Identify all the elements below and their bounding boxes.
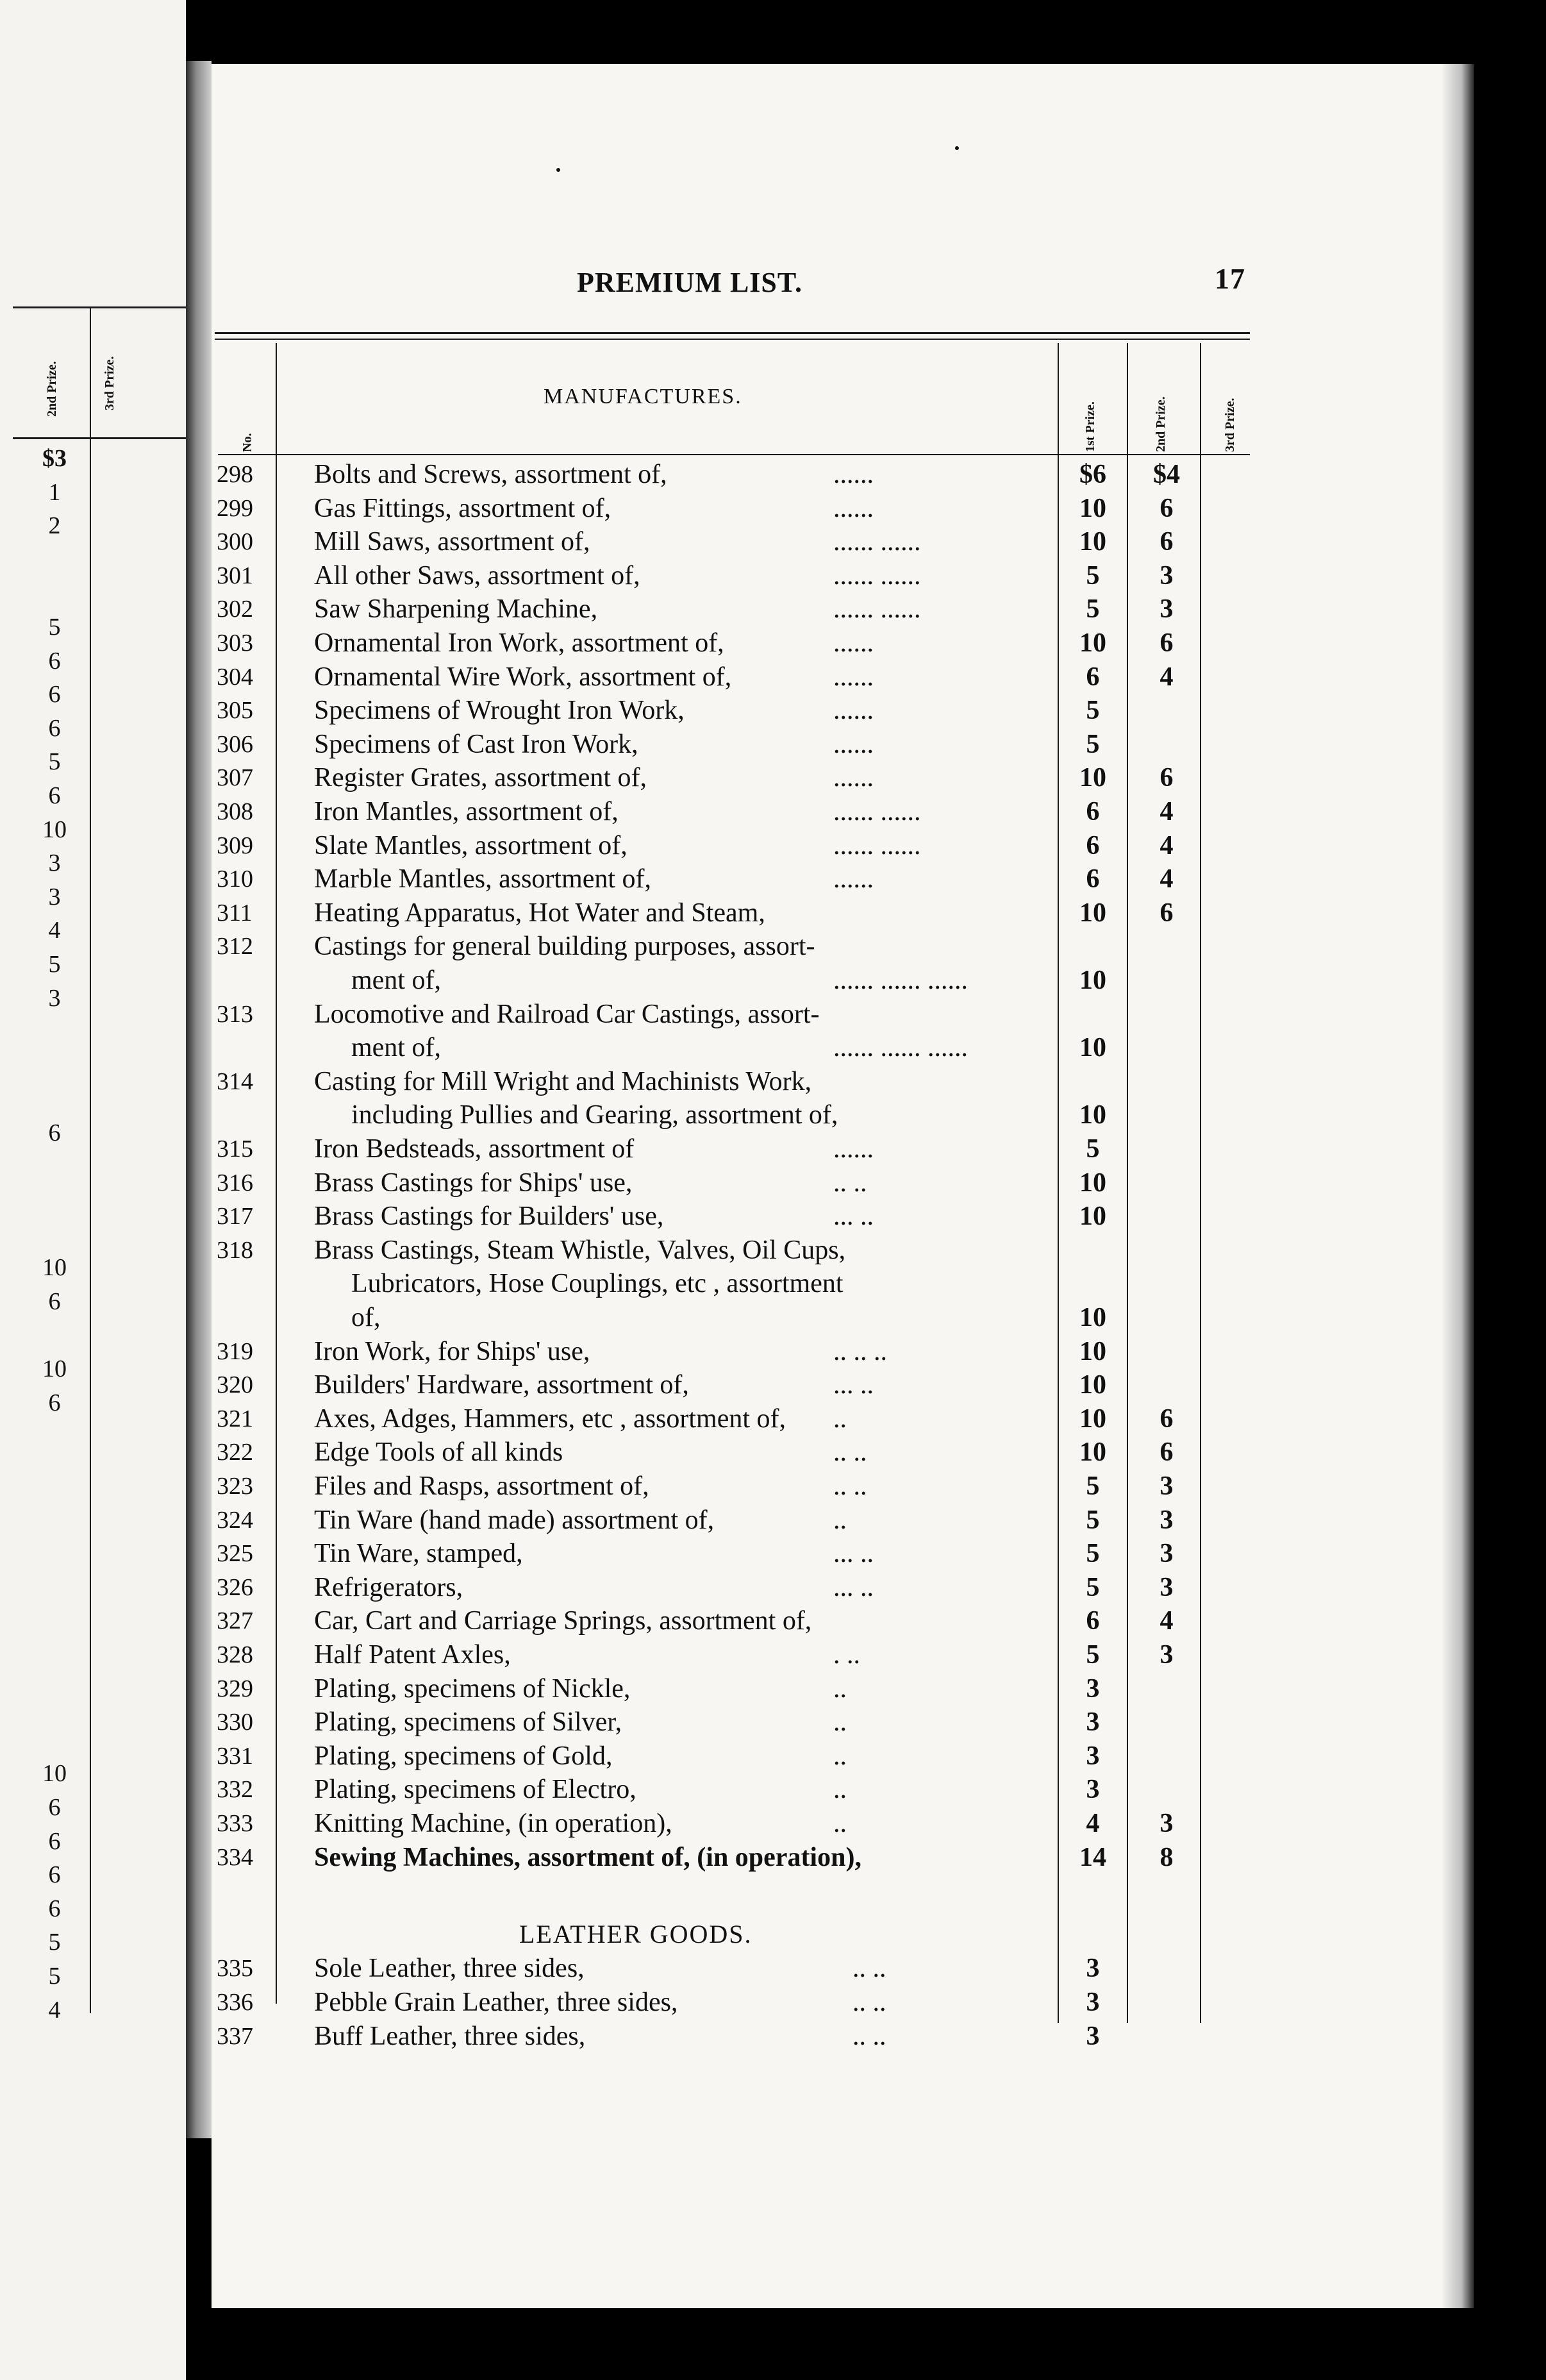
entry-description: Locomotive and Railroad Car Castings, assort- (314, 1000, 820, 1029)
entry-leader-dots: ...... ...... (833, 797, 921, 826)
entry-number: 306 (217, 731, 253, 758)
entry-description: Plating, specimens of Nickle, (314, 1674, 631, 1704)
entry-leader-dots: ...... (833, 763, 874, 792)
left-second-prize-value: 6 (48, 648, 61, 675)
entry-number: 318 (217, 1237, 253, 1264)
table-top-rule-2 (215, 339, 1250, 340)
first-prize-value: 10 (1079, 1337, 1106, 1366)
entry-number: 328 (217, 1641, 253, 1668)
entry-description: Brass Castings, Steam Whistle, Valves, Oil Cups, (314, 1236, 846, 1265)
second-prize-value: 4 (1160, 797, 1174, 826)
entry-leader-dots: ...... ...... ...... (833, 1033, 968, 1062)
entry-leader-dots: ...... (833, 730, 874, 759)
entry-leader-dots: .. (833, 1707, 847, 1737)
table-top-rule (215, 332, 1250, 334)
no-column-label: No. (240, 433, 254, 452)
entry-description: Plating, specimens of Electro, (314, 1775, 636, 1804)
second-prize-label: 2nd Prize. (1154, 396, 1168, 452)
left-second-prize-value: 3 (48, 850, 61, 876)
left-second-prize-value: 5 (48, 614, 61, 641)
entry-number: 324 (217, 1507, 253, 1534)
left-second-prize-value: 10 (42, 816, 67, 843)
entry-leader-dots: ...... ...... (833, 561, 921, 591)
left-second-prize-value: 10 (42, 1760, 67, 1787)
entry-number: 334 (217, 1844, 253, 1871)
first-prize-value: 5 (1086, 561, 1100, 591)
ink-speck (955, 146, 959, 150)
entry-description: Edge Tools of all kinds (314, 1437, 563, 1467)
second-prize-value: 3 (1160, 1573, 1174, 1602)
entry-leader-dots: ... .. (833, 1539, 874, 1568)
first-prize-value: 3 (1086, 1707, 1100, 1737)
left-second-prize-value: 3 (48, 884, 61, 910)
entry-leader-dots: .. (833, 1741, 847, 1771)
entry-description: All other Saws, assortment of, (314, 561, 640, 591)
entry-number: 315 (217, 1136, 253, 1162)
left-second-prize-value: 1 (48, 479, 61, 506)
entry-number: 299 (217, 495, 253, 522)
first-prize-value: 6 (1086, 864, 1100, 894)
entry-description: Specimens of Wrought Iron Work, (314, 696, 685, 725)
left-second-prize-value: 6 (48, 1861, 61, 1888)
left-second-prize-value: 6 (48, 782, 61, 809)
entry-description: Plating, specimens of Gold, (314, 1741, 613, 1771)
entry-leader-dots: ...... (833, 864, 874, 894)
second-prize-value: 3 (1160, 561, 1174, 591)
first-prize-value: 5 (1086, 1471, 1100, 1501)
entry-leader-dots: .. .. (833, 1471, 867, 1501)
entry-leader-dots: ...... (833, 696, 874, 725)
first-prize-value: 3 (1086, 1775, 1100, 1804)
first-prize-value: 4 (1086, 1809, 1100, 1838)
entry-description: including Pullies and Gearing, assortment of, (351, 1100, 838, 1130)
entry-description: Tin Ware, stamped, (314, 1539, 523, 1568)
entry-description: Sewing Machines, assortment of, (in operation), (314, 1843, 861, 1872)
first-prize-value: 10 (1079, 494, 1106, 523)
second-prize-value: 8 (1160, 1843, 1174, 1872)
section-title-leather: LEATHER GOODS. (519, 1920, 752, 1948)
second-prize-value: 4 (1160, 662, 1174, 692)
first-prize-column-rule (1058, 343, 1059, 2023)
entry-leader-dots: .. (833, 1404, 847, 1434)
left-second-prize-value: 3 (48, 985, 61, 1012)
first-prize-value: 10 (1079, 1100, 1106, 1130)
left-second-prize-value: 6 (48, 1794, 61, 1821)
left-second-prize-value: 5 (48, 748, 61, 775)
entry-number: 316 (217, 1169, 253, 1196)
first-prize-value: 6 (1086, 831, 1100, 860)
second-prize-value: 6 (1160, 763, 1174, 792)
entry-description: Heating Apparatus, Hot Water and Steam, (314, 898, 765, 928)
entry-number: 320 (217, 1371, 253, 1398)
entry-leader-dots: ...... ...... (833, 527, 921, 557)
second-prize-value: 6 (1160, 1437, 1174, 1467)
entry-description: Ornamental Iron Work, assortment of, (314, 628, 724, 658)
entry-description: Iron Work, for Ships' use, (314, 1337, 590, 1366)
first-prize-value: 10 (1079, 898, 1106, 928)
entry-number: 323 (217, 1473, 253, 1500)
entry-number: 307 (217, 764, 253, 791)
left-third-prize-label: 3rd Prize. (103, 356, 117, 410)
entry-description: Pebble Grain Leather, three sides, (314, 1988, 678, 2017)
entry-number: 330 (217, 1709, 253, 1736)
left-second-prize-value: 5 (48, 1963, 61, 1990)
entry-number: 312 (217, 933, 253, 960)
left-second-prize-value: 6 (48, 1288, 61, 1315)
left-second-prize-label: 2nd Prize. (45, 361, 59, 417)
entry-number: 326 (217, 1574, 253, 1601)
entry-leader-dots: ...... ...... (833, 594, 921, 624)
entry-leader-dots: ...... ...... ...... (833, 966, 968, 995)
entry-number: 302 (217, 596, 253, 623)
second-prize-value: 6 (1160, 527, 1174, 557)
second-prize-value: 6 (1160, 628, 1174, 658)
entry-description: Specimens of Cast Iron Work, (314, 730, 638, 759)
entry-number: 329 (217, 1675, 253, 1702)
entry-description: Lubricators, Hose Couplings, etc , assortment (351, 1269, 844, 1298)
left-second-prize-value: 6 (48, 1828, 61, 1855)
first-prize-value: 5 (1086, 1539, 1100, 1568)
entry-number: 331 (217, 1743, 253, 1770)
entry-description: Marble Mantles, assortment of, (314, 864, 652, 894)
left-second-prize-value: 6 (48, 715, 61, 742)
entry-number: 337 (217, 2023, 253, 2050)
third-prize-label: 3rd Prize. (1223, 398, 1237, 452)
first-prize-value: 3 (1086, 1988, 1100, 2017)
entry-description: Register Grates, assortment of, (314, 763, 647, 792)
first-prize-value: 5 (1086, 1573, 1100, 1602)
second-prize-value: 6 (1160, 1404, 1174, 1434)
first-prize-value: 6 (1086, 662, 1100, 692)
entry-leader-dots: . .. (833, 1640, 860, 1670)
entry-description: Refrigerators, (314, 1573, 463, 1602)
left-second-prize-value: 5 (48, 951, 61, 978)
first-prize-value: 10 (1079, 1303, 1106, 1332)
first-prize-value: 5 (1086, 730, 1100, 759)
entry-description: Slate Mantles, assortment of, (314, 831, 628, 860)
entry-description: Ornamental Wire Work, assortment of, (314, 662, 732, 692)
left-second-prize-value: 4 (48, 917, 61, 944)
entry-number: 313 (217, 1001, 253, 1028)
left-second-prize-value: 6 (48, 681, 61, 708)
first-prize-value: 5 (1086, 594, 1100, 624)
left-second-prize-value: 6 (48, 1895, 61, 1922)
page-number: 17 (1215, 262, 1245, 295)
entry-description: Mill Saws, assortment of, (314, 527, 590, 557)
first-prize-value: 3 (1086, 1954, 1100, 1983)
entry-number: 333 (217, 1810, 253, 1837)
left-second-prize-value: 6 (48, 1119, 61, 1146)
entry-number: 317 (217, 1203, 253, 1230)
entry-number: 314 (217, 1068, 253, 1095)
entry-description: Plating, specimens of Silver, (314, 1707, 622, 1737)
second-prize-value: 6 (1160, 494, 1174, 523)
entry-leader-dots: ...... ...... (833, 831, 921, 860)
entry-leader-dots: .. .. (833, 1168, 867, 1198)
left-second-prize-value: 6 (48, 1389, 61, 1416)
entry-description: Iron Mantles, assortment of, (314, 797, 619, 826)
entry-number: 325 (217, 1540, 253, 1567)
second-prize-value: 4 (1160, 864, 1174, 894)
entry-leader-dots: ...... (833, 1134, 874, 1164)
ink-speck (556, 168, 560, 172)
entry-leader-dots: .. .. .. (833, 1337, 887, 1366)
entry-leader-dots: .. .. (852, 1954, 886, 1983)
second-prize-value: 3 (1160, 1809, 1174, 1838)
first-prize-value: 10 (1079, 1404, 1106, 1434)
first-prize-value: $6 (1079, 460, 1106, 489)
entry-number: 303 (217, 630, 253, 657)
first-prize-value: 3 (1086, 1741, 1100, 1771)
entry-number: 332 (217, 1776, 253, 1803)
entry-description: Brass Castings for Builders' use, (314, 1202, 664, 1231)
entry-number: 301 (217, 562, 253, 589)
left-second-prize-value: 5 (48, 1929, 61, 1956)
entry-leader-dots: ...... (833, 628, 874, 658)
entry-description: Files and Rasps, assortment of, (314, 1471, 649, 1501)
entry-description: Knitting Machine, (in operation), (314, 1809, 672, 1838)
third-prize-column-rule (1200, 343, 1201, 2023)
entry-description: Casting for Mill Wright and Machinists Work, (314, 1067, 812, 1096)
entry-number: 310 (217, 866, 253, 892)
entry-description: Iron Bedsteads, assortment of (314, 1134, 635, 1164)
first-prize-value: 10 (1079, 763, 1106, 792)
entry-number: 309 (217, 832, 253, 859)
entry-description: Saw Sharpening Machine, (314, 594, 598, 624)
page-edge (1442, 64, 1474, 2308)
entry-description: Bolts and Screws, assortment of, (314, 460, 667, 489)
left-second-prize-value: 10 (42, 1355, 67, 1382)
entry-number: 322 (217, 1439, 253, 1466)
entry-leader-dots: .. .. (833, 1437, 867, 1467)
entry-number: 300 (217, 528, 253, 555)
second-prize-value: 3 (1160, 594, 1174, 624)
entry-description: Sole Leather, three sides, (314, 1954, 585, 1983)
first-prize-value: 10 (1079, 1202, 1106, 1231)
entry-leader-dots: ... .. (833, 1202, 874, 1231)
first-prize-label: 1st Prize. (1083, 401, 1097, 452)
entry-leader-dots: ...... (833, 494, 874, 523)
left-header-rule (13, 437, 186, 439)
entry-description: ment of, (351, 1033, 441, 1062)
second-prize-value: 4 (1160, 831, 1174, 860)
entry-leader-dots: .. (833, 1674, 847, 1704)
entry-leader-dots: .. (833, 1505, 847, 1535)
first-prize-value: 5 (1086, 1134, 1100, 1164)
entry-leader-dots: .. (833, 1775, 847, 1804)
entry-description: Brass Castings for Ships' use, (314, 1168, 633, 1198)
entry-leader-dots: ...... (833, 460, 874, 489)
first-prize-value: 14 (1079, 1843, 1106, 1872)
entry-number: 308 (217, 798, 253, 825)
entry-leader-dots: ... .. (833, 1573, 874, 1602)
second-prize-value: 3 (1160, 1471, 1174, 1501)
section-title-manufactures: MANUFACTURES. (544, 385, 742, 408)
entry-description: Gas Fittings, assortment of, (314, 494, 611, 523)
entry-description: Tin Ware (hand made) assortment of, (314, 1505, 715, 1535)
first-prize-value: 5 (1086, 1640, 1100, 1670)
entry-number: 319 (217, 1338, 253, 1365)
second-prize-column-rule (1127, 343, 1128, 2023)
entry-leader-dots: .. (833, 1809, 847, 1838)
entry-number: 311 (217, 900, 253, 926)
first-prize-value: 6 (1086, 1606, 1100, 1636)
first-prize-value: 5 (1086, 696, 1100, 725)
second-prize-value: 4 (1160, 1606, 1174, 1636)
page-title: PREMIUM LIST. (577, 267, 802, 298)
entry-description: Car, Cart and Carriage Springs, assortment of, (314, 1606, 812, 1636)
second-prize-value: 3 (1160, 1640, 1174, 1670)
left-second-prize-value: 4 (48, 1997, 61, 2024)
left-second-prize-value: $3 (42, 445, 67, 472)
entry-number: 336 (217, 1989, 253, 2016)
second-prize-value: 3 (1160, 1505, 1174, 1535)
table-header-rule (218, 454, 1250, 455)
second-prize-value: $4 (1153, 460, 1180, 489)
entry-number: 335 (217, 1955, 253, 1982)
entry-description: of, (351, 1303, 381, 1332)
first-prize-value: 10 (1079, 1437, 1106, 1467)
first-prize-value: 3 (1086, 1674, 1100, 1704)
first-prize-value: 10 (1079, 527, 1106, 557)
first-prize-value: 6 (1086, 797, 1100, 826)
entry-description: ment of, (351, 966, 441, 995)
entry-number: 298 (217, 461, 253, 488)
entry-description: Castings for general building purposes, assort- (314, 932, 815, 961)
entry-description: Axes, Adges, Hammers, etc , assortment of, (314, 1404, 786, 1434)
entry-leader-dots: ...... (833, 662, 874, 692)
first-prize-value: 10 (1079, 628, 1106, 658)
second-prize-value: 6 (1160, 898, 1174, 928)
left-second-prize-value: 2 (48, 512, 61, 539)
entry-description: Half Patent Axles, (314, 1640, 511, 1670)
entry-number: 304 (217, 664, 253, 691)
first-prize-value: 3 (1086, 2022, 1100, 2051)
left-top-rule (13, 306, 186, 308)
first-prize-value: 10 (1079, 1168, 1106, 1198)
entry-description: Buff Leather, three sides, (314, 2022, 586, 2051)
first-prize-value: 5 (1086, 1505, 1100, 1535)
entry-description: Builders' Hardware, assortment of, (314, 1370, 689, 1400)
first-prize-value: 10 (1079, 966, 1106, 995)
left-column-rule (90, 308, 91, 2013)
entry-number: 305 (217, 697, 253, 724)
second-prize-value: 3 (1160, 1539, 1174, 1568)
entry-number: 321 (217, 1405, 253, 1432)
entry-leader-dots: .. .. (852, 1988, 886, 2017)
first-prize-value: 10 (1079, 1033, 1106, 1062)
entry-leader-dots: .. .. (852, 2022, 886, 2051)
book-gutter (186, 61, 212, 2138)
left-second-prize-value: 10 (42, 1254, 67, 1281)
first-prize-value: 10 (1079, 1370, 1106, 1400)
entry-number: 327 (217, 1607, 253, 1634)
entry-leader-dots: ... .. (833, 1370, 874, 1400)
